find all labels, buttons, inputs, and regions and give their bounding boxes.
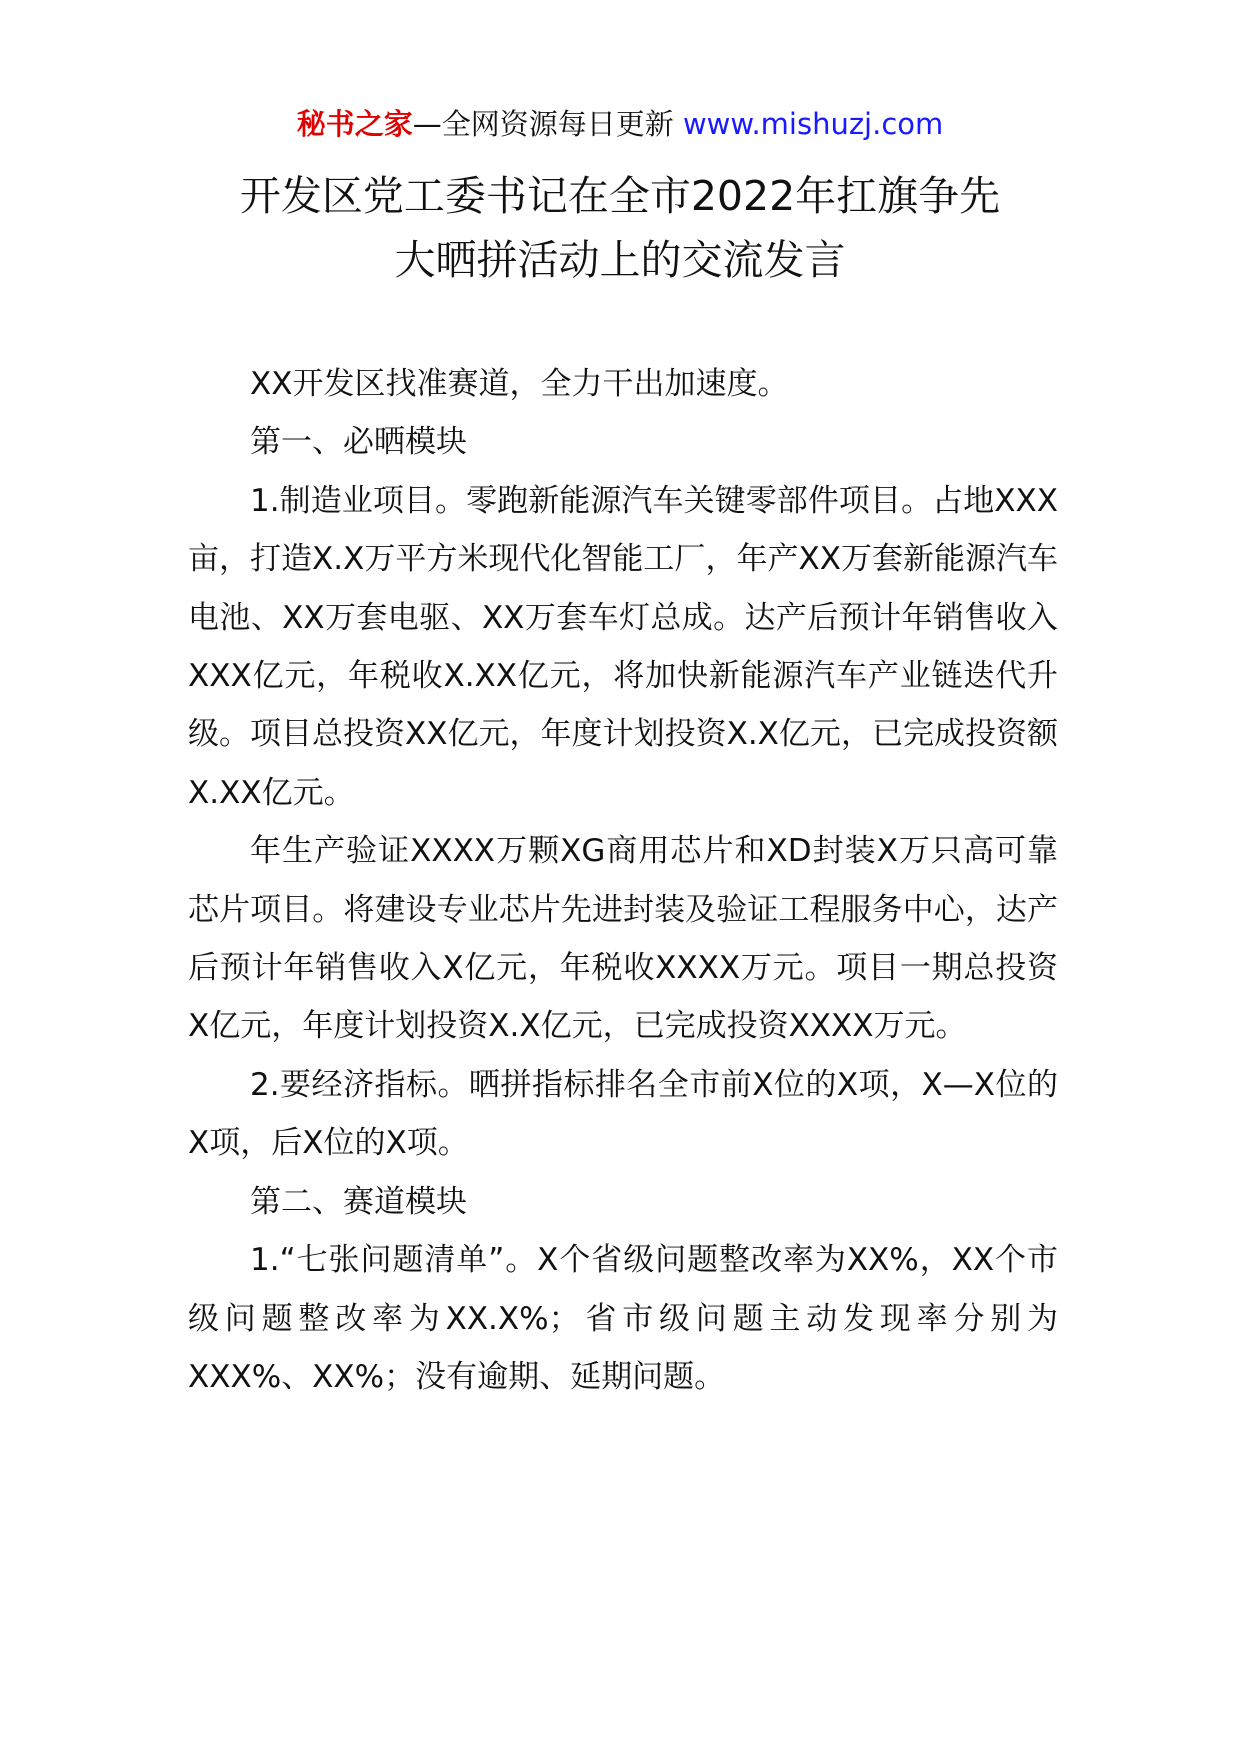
document-body <box>188 355 1058 1406</box>
header-tagline: —全网资源每日更新 <box>412 107 674 141</box>
brand-name: 秘书之家 <box>296 107 413 141</box>
paragraph-problem-list: 1.“七张问题清单”。X个省级问题整改率为XX%，XX个市级问题整改率为XX.X%；省市级问题主动发现率分别为XXX%、XX%；没有逾期、延期问题。 <box>188 1242 1058 1395</box>
title-line-1: 开发区党工委书记在全市2022年扛旗争先 <box>239 172 1001 220</box>
paragraph-manufacturing: 1.制造业项目。零跑新能源汽车关键零部件项目。占地XXX亩，打造X.X万平方米现代化智能工厂，年产XX万套新能源汽车电池、XX万套电驱、XX万套车灯总成。达产后预计年销售收入XXX亿元，年税收X.XX亿元，将加快新能源汽车产业链迭代升级。项目总投资XX亿元，年度计划投资X.X亿元，已完成投资额X.XX亿元。 <box>188 482 1058 811</box>
document-title <box>150 164 1090 292</box>
paragraph-intro: XX开发区找准赛道，全力干出加速度。 <box>250 366 789 402</box>
site-url[interactable]: www.mishuzj.com <box>682 107 944 141</box>
paragraph-economic-indicators: 2.要经济指标。晒拼指标排名全市前X位的X项，X—X位的X项，后X位的X项。 <box>188 1066 1058 1162</box>
title-line-2: 大晒拼活动上的交流发言 <box>394 236 846 284</box>
paragraph-chip-project: 年生产验证XXXX万颗XG商用芯片和XD封装X万只高可靠芯片项目。将建设专业芯片先进封装及验证工程服务中心，达产后预计年销售收入X亿元，年税收XXXX万元。项目一期总投资X亿元，年度计划投资X.X亿元，已完成投资XXXX万元。 <box>188 833 1058 1045</box>
site-header <box>0 104 1240 144</box>
section-heading-1: 第一、必晒模块 <box>250 424 467 461</box>
section-heading-2: 第二、赛道模块 <box>250 1183 467 1220</box>
